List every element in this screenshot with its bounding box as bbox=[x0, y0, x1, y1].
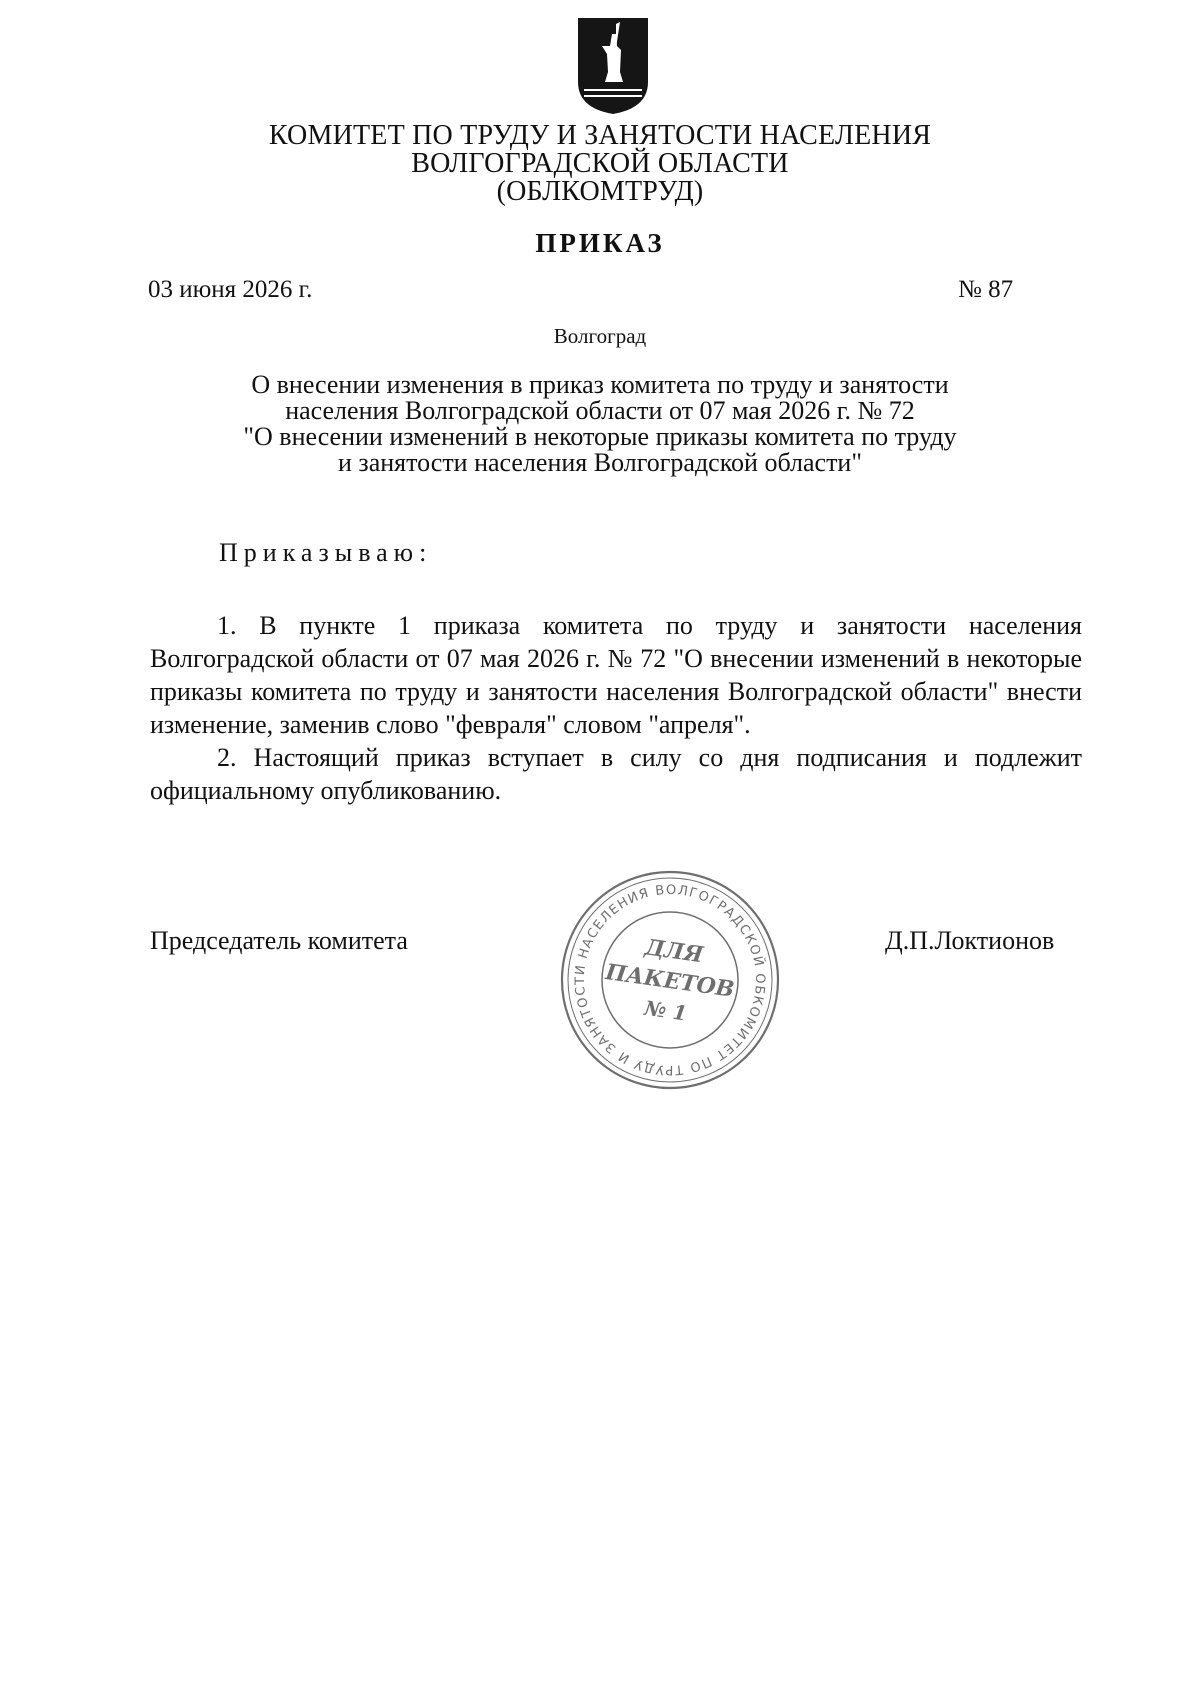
stamp-ink bbox=[552, 868, 788, 1098]
subject-line-4: и занятости населения Волгоградской области" bbox=[338, 448, 862, 477]
official-stamp bbox=[552, 862, 788, 1098]
stamp-line-1: ДЛЯ bbox=[643, 934, 705, 969]
order-item-1: 1. В пункте 1 приказа комитета по труду и занятости населения Волгоградской области от 07 мая 2026 г. № 72 "О внесении изменений в некоторые приказы комитета по труду и занятости населения Волгоградской области" внести изменение, заменив слово "февраля" словом "апреля". bbox=[150, 611, 1082, 739]
order-item-2: 2. Настоящий приказ вступает в силу со дня подписания и подлежит официальному опубликованию. bbox=[150, 743, 1082, 805]
signatory-name: Д.П.Локтионов bbox=[885, 926, 1055, 955]
stamp-ring-text: КОМИТЕТ ПО ТРУДУ И ЗАНЯТОСТИ НАСЕЛЕНИЯ ВОЛГОГРАДСКОЙ ОБЛАСТИ bbox=[572, 882, 768, 1078]
order-number: № 87 bbox=[958, 276, 1014, 303]
org-line-3: (ОБЛКОМТРУД) bbox=[496, 176, 704, 207]
signatory-title: Председатель комитета bbox=[150, 926, 408, 955]
order-city: Волгоград bbox=[553, 324, 647, 348]
directive-word: Приказываю: bbox=[219, 538, 433, 567]
stamp-line-3: № 1 bbox=[642, 995, 689, 1026]
stamp-line-2: ПАКЕТОВ bbox=[603, 959, 736, 1003]
volgograd-coat-of-arms-icon bbox=[576, 16, 650, 116]
organization-name bbox=[160, 122, 1040, 206]
subject-line-1: О внесении изменения в приказ комитета по труду и занятости bbox=[251, 370, 949, 399]
order-subject bbox=[160, 372, 1040, 476]
subject-line-3: "О внесении изменений в некоторые приказы комитета по труду bbox=[243, 422, 957, 451]
org-line-2: ВОЛГОГРАДСКОЙ ОБЛАСТИ bbox=[411, 148, 789, 179]
document-title: ПРИКАЗ bbox=[535, 228, 665, 258]
order-body bbox=[150, 609, 1082, 807]
org-line-1: КОМИТЕТ ПО ТРУДУ И ЗАНЯТОСТИ НАСЕЛЕНИЯ bbox=[268, 120, 932, 151]
subject-line-2: населения Волгоградской области от 07 мая 2026 г. № 72 bbox=[285, 396, 915, 425]
order-date: 03 июня 2026 г. bbox=[148, 276, 313, 303]
